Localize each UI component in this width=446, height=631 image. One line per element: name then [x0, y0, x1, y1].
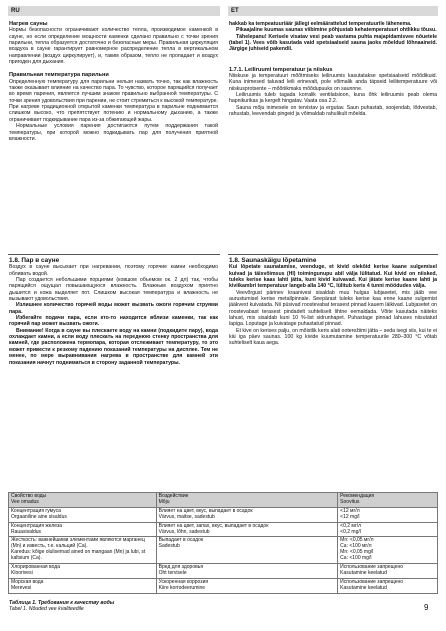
table-cell	[338, 578, 438, 593]
table-cell	[156, 578, 338, 593]
page-number: 9	[424, 603, 429, 612]
ru-attention-paragraph: Внимание! Когда в сауне вы плескаете воду на камни (подкидите пару), вода охлаждает камни, а если воду плескать на переднюю стенку пространства для камней, где расположена термопара, которая отслеживает температуру, то это может привести к резкому падению показаний температуры на дисплее. Тем не менее, по мере выравнивания нагрева в пространстве для камней эти показания начнут подниматься в сторону заданной температуры.	[9, 327, 218, 366]
cell-text: <12 mg/l	[340, 513, 360, 520]
ru-paragraph: Нормы безопасности ограничивают количество тепла, производимое каменкой в сауне, но если определение мощности каменки сделано правильно с точки зрения парильни, тепла образуется достаточно и безопасные меры. Правильная циркуляция воздуха в сауне гарантирует равномерное распределение тепла в вертикальном направлении (воздух циркулирует), и, таким образом, тепло не пропадает и воздух пригоден для дыхания.	[9, 27, 218, 66]
et-paragraph: Pikaajaline kuumas saunas viibimine põhjustab kehatemperatuuri ohtlikku tõusu.	[236, 27, 437, 34]
table-cell	[156, 564, 338, 579]
table-row	[9, 522, 438, 537]
cell-text: Oht tervisele	[158, 569, 187, 576]
table-cell	[9, 522, 157, 537]
et-section-title-ending: 1.8. Saunaskäigu lõpetamine	[229, 257, 317, 264]
cell-text: Влияет на цвет, вкус, выпадает в осадок	[158, 507, 253, 514]
ru-column-top	[9, 21, 218, 142]
cell-text: <12 мг/л	[340, 507, 360, 514]
header-text: Soovitus	[340, 498, 360, 505]
et-paragraph: Niiskuse ja temperatuuri mõõtmiseks leiliruumis kasutatakse spetsiaalseid mõõdikuid. Kuna inimesed taluvad leili erinevalt, pole võimalik anda täpseid leilitemperatuure või niiskusprotsente – mõõriikmaks mõõdupuuks on saunnne.	[229, 73, 437, 92]
cell-text: Mn: <0,05 мг/л	[340, 537, 374, 544]
et-paragraph: Tähelepanu! Kerisele visatav vesi peab vastama puhta majapidamisvee nõuetele (tabel 1). Vees võib kasutada vaid spetsiaalseid sauna jaoks mõeldud lõhnaaineid. Järgige juhiseid pakendil.	[229, 33, 437, 53]
et-paragraph: Sauna mõju inimesele on tervistav ja ergutav. Saun puhastab, soojendab, lõdvestab, rahustab, leevendab pingeid ja võimaldab rahulikult mõelda.	[229, 104, 437, 118]
table-cell	[9, 537, 157, 564]
header-text: Рекомендация	[340, 493, 375, 499]
cell-text: Karedus: kõige olulisemad ained on mangaan (Mn) ja lubi, st kaltsium (Ca).	[11, 549, 146, 562]
table-cell	[156, 522, 338, 537]
cell-text: Концентрация железа	[11, 522, 63, 529]
cell-text: Использование запрещено	[340, 578, 404, 585]
header-text: Свойство воды	[11, 493, 47, 499]
water-quality-table	[8, 492, 438, 594]
cell-text: Морская вода	[11, 578, 44, 585]
ru-column-bottom	[9, 258, 218, 366]
table-header-row	[9, 493, 438, 508]
cell-text: Mn: <0,05 mg/l	[340, 549, 374, 556]
ru-paragraph: Нормальные условия парения достигаются путем поддержания такой температуры, при которой можно подкидывать пар для получения приятной влажности.	[9, 123, 218, 142]
cell-text: Kasutamine keelatud	[340, 584, 387, 591]
table-cell	[9, 564, 157, 579]
cell-text: <0,2 mg/l	[340, 528, 361, 535]
cell-text: <0,2 мг/л	[340, 522, 361, 529]
table-row	[9, 564, 438, 579]
cell-text: Värvus, maitse, sadestub	[158, 513, 215, 520]
table-cell	[338, 537, 438, 564]
ru-paragraph: Пар создается небольшими порциями (ковшом объемом ок. 2 дл) так, чтобы парящийся ощущал повышающуюся влажность. Влажным воздухом приятно дышится и кожа выделяет пот. Слишком высокая температура и влажность не вызывают удовольствия.	[9, 277, 218, 303]
cell-text: Ca: <100 мг/л	[340, 543, 372, 550]
cell-text: Merevesi	[11, 584, 32, 591]
table-cell	[9, 578, 157, 593]
cell-text: Выпадает в осадок	[158, 537, 204, 544]
cell-text: Orgaaniline aine sisaldus	[11, 513, 67, 520]
et-paragraph: Leiliruumis tuleb tagada korralik ventilatsioon, kuna õhk leiliruumis peab olema hapnikurikas ja kergelt hingatav. Vaata osa 2.2.	[229, 92, 437, 105]
cell-text: Концентрация гумуса	[11, 507, 61, 514]
et-paragraph: Kui lõpetate saunatamise, veenduge, et kivid olekõid kerise kaane sulgemisel kuivad ja täisvõimsus (HI) toimingunupu abil välja lülitatud. Kui kivid on niisked, tuleks kerise kaas lahti jätta, kuni kivid kuivavad. Kui jätate kerise kaane lahti ja kiviikambri temperatuur langeb alla 140 °C, lülitub keris 4 tunni möödudes välja.	[229, 264, 437, 290]
header-text: Воздействие	[158, 493, 189, 499]
table-row	[9, 537, 438, 564]
cell-text: Kiire korrodeerumine	[158, 584, 206, 591]
header-text: Vee omadus	[11, 498, 39, 505]
ru-paragraph: Избегайте подачи пара, если кто-то находится вблизи каменки, так как горячий пар может вызвать ожоги.	[9, 315, 218, 328]
cell-text: Хлорированная вода	[11, 564, 60, 571]
ru-heading-sauna-heating: Нагрев сауны	[9, 21, 48, 27]
cell-text: Ca: <100 mg/l	[340, 555, 372, 562]
et-column-bottom	[229, 258, 437, 347]
table-header-recommendation	[338, 493, 438, 508]
cell-text: Kasutamine keelatud	[340, 569, 387, 576]
cell-text: Жесткость: важнейшими элементами являются марганец (Mn) и известь, т.е. кальций (Ca).	[11, 537, 145, 550]
table-caption-ru: Таблица 1. Требования к качеству воды	[9, 600, 115, 606]
table-cell	[9, 507, 157, 522]
table-cell	[156, 507, 338, 522]
table-caption	[9, 600, 114, 612]
cell-text: Использование запрещено	[340, 564, 404, 571]
section-divider-ru	[8, 254, 220, 255]
table-row	[9, 578, 438, 593]
ru-heading-temperature: Правильная температура парильни	[9, 72, 109, 79]
table-row	[9, 507, 438, 522]
cell-text: Rauasisaldus	[11, 528, 42, 535]
table-cell	[156, 537, 338, 564]
cell-text: Sadestub	[158, 543, 180, 550]
header-text: Mõju	[158, 498, 170, 505]
et-paragraph: hakkab ka tempeatuuriäär jällegi eelmäärattelud temperatuurile lähenema.	[229, 21, 412, 27]
table-caption-et: Tabel 1. Nõuded vee kvaliteedile	[9, 606, 84, 613]
cell-text: Вред для здоровья	[158, 564, 204, 571]
cell-text: Kloorivesi	[11, 569, 33, 576]
ru-paragraph: Воздух в сауне высыхает при нагревании, поэтому горячие камни необходимо обливать водой.	[9, 264, 218, 277]
cell-text: Влияет на цвет, запах, вкус, выпадает в осадок	[158, 522, 269, 529]
table-header-property	[9, 493, 157, 508]
cell-text: Värvus, lõhn, sadestub	[158, 528, 210, 535]
et-heading-temperature-humidity: 1.7.1. Leiliruumi temperatuur ja niiskus	[229, 66, 333, 73]
section-divider-et	[228, 254, 438, 255]
table-cell	[338, 522, 438, 537]
ru-paragraph: Излишнее количество горячей воды может вызвать ожоги горячим струями пара.	[9, 302, 218, 315]
cell-text: Ускоренная коррозия	[158, 578, 209, 585]
language-header-ru: RU	[8, 6, 220, 16]
table-cell	[338, 507, 438, 522]
table-cell	[338, 564, 438, 579]
et-column-top	[229, 21, 437, 117]
ru-paragraph: Определенную температуру для парильни нельзя назвать точно, так как влажность также оказывает влияние на качество пара. То чувство, которое парящийся получает во время парения, является лучшим знаком правильно выбранной температуры. С точки зрения удовольствия при парении, не стоит стремиться к высокой температуре. При нагреве традиционной открытой каменки температура в парильне поднимается слишком высоко, что препятствует потению и нормальному дыханию, а также ограничивает подкидывание пара из-за обжигающей жары.	[9, 78, 218, 123]
table-header-effect	[156, 493, 338, 508]
ru-section-title-steam: 1.8. Пар в сауне	[9, 257, 60, 264]
language-header-et: ET	[228, 6, 438, 16]
et-paragraph: Veevõrgust pärinev kraanivesi sisaldab muu hulgas lubjasetet, mis jääb vee aurustumisel kerise metallpinnale. Seepärast tuleks kerise kaa enne kaane sulgemist jääkvest kuivatada. Nii püsivad roostevabat terasest pinnad kauem läikivad. Lubjasetet on roostevabast terasest pindadelt suhteliselt lihtne eemaldada. Võite kasutada näiteks lahust, mis sisaldab kuni 10 %-list sidrunhapet. Puhastage pinnad lahuses niisutatud lapiga. Loputage ja kuivatage puhastatud pinnad.	[229, 289, 437, 328]
et-paragraph: Et kive on kerises palju, on mõistlik keris alati ooterežiimi jätta – seda isegi siis, kui te ei käi iga päev saunas. 100 kg kivide kuumutamine temperatuurile 280–300 °C võtab suhteliselt kaua aega.	[229, 327, 437, 347]
